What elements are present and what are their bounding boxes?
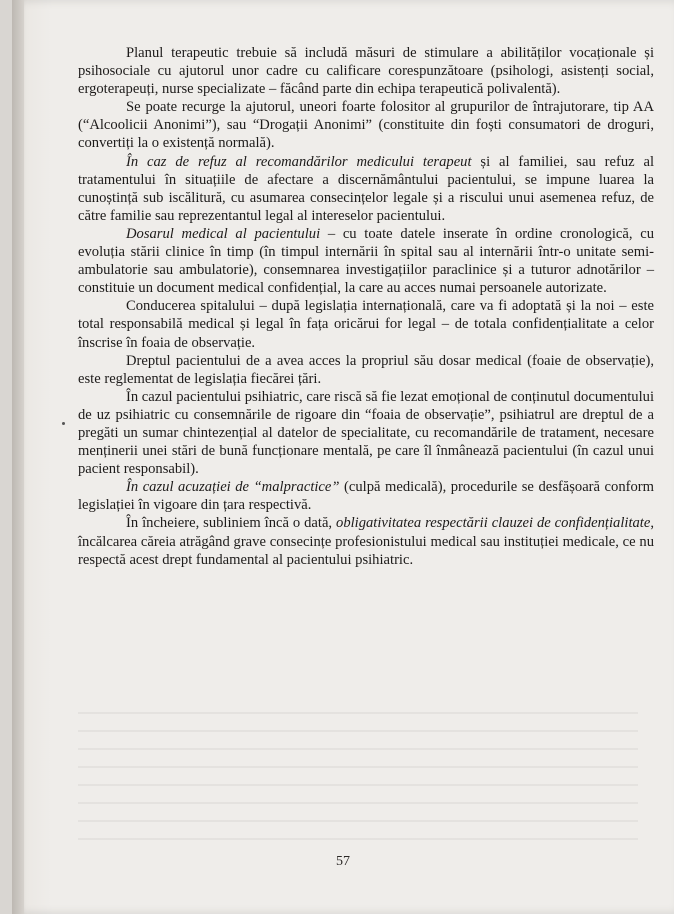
text-run: , încălcarea căreia atrăgând grave consecințe profesionistului medical sau instituției medicale, ce nu respectă acest drept fundamental al pacientului psihiatric. xyxy=(78,515,654,568)
body-text xyxy=(78,44,654,569)
page-number: 57 xyxy=(336,854,350,869)
text-run: și al familiei, sau refuz al tratamentului în situațiile de afectare a discernământului pacientului, se impune luarea la cunoștință sub iscălitură, cu asumarea consecințelor legale și a riscului unui asemenea refuz, de către familie sau reprezentantul legal al intereselor pacientului. xyxy=(78,153,654,224)
text-run: În cazul pacientului psihiatric, care riscă să fie lezat emoțional de conținutul documentului de uz psihiatric cu consemnările de rigoare din “foaia de observație”, psihiatrul are dreptul de a pregăti un sumar chintezențial al datelor de specialitate, cu recomandările de tratament, necesare menținerii unei stări de bună funcționare mentală, pe care îl înmânează pacientului (în cazul unui pacient responsabil). xyxy=(78,388,655,478)
book-page xyxy=(12,0,674,914)
text-run: (culpă medicală), procedurile se desfășoară conform legislației în vigoare din țara respectivă. xyxy=(78,479,654,514)
paragraph xyxy=(78,352,654,388)
paragraph xyxy=(78,514,654,568)
paragraph xyxy=(78,225,654,297)
italic-text-run: obligativitatea respectării clauzei de confidențialitate xyxy=(336,515,651,532)
page-binding-shadow xyxy=(12,0,24,914)
paragraph xyxy=(78,98,654,152)
paragraph xyxy=(78,153,654,225)
paragraph xyxy=(78,478,654,514)
text-run: Conducerea spitalului – după legislația internațională, care va fi adoptată și la noi – este total responsabilă medical și legal în fața oricărui for legal – de totala confidențialitate a celor înscrise în foaia de observație. xyxy=(78,298,654,351)
paragraph xyxy=(78,44,654,98)
italic-text-run: Dosarul medical al pacientului xyxy=(126,225,321,242)
paragraph xyxy=(78,297,654,351)
text-run: Dreptul pacientului de a avea acces la propriul său dosar medical (foaie de observație), este reglementat de legislația fiecărei țări. xyxy=(78,352,654,387)
text-run: Se poate recurge la ajutorul, uneori foarte folositor al grupurilor de întrajutorare, tip AA (“Alcoolicii Anonimi”), sau “Drogații Anonimi” (constituite din foști consumatori de droguri, convertiți la o existență normală). xyxy=(78,99,654,152)
text-run: – cu toate datele inserate în ordine cronologică, cu evoluția stării clinice în timp (în timpul internării în spital sau al internării într-o unitate semi-ambulatorie sau ambulatorie), consemnarea investigațiilor paraclinice și a tuturor adnotărilor – constituie un document medical confidențial, la care au acces numai persoanele autorizate. xyxy=(78,225,654,297)
text-run: În încheiere, subliniem încă o dată, xyxy=(126,515,337,532)
text-run: Planul terapeutic trebuie să includă măsuri de stimulare a abilităților vocaționale și psihosociale cu ajutorul unor cadre cu calificare corespunzătoare (psihologi, asistenți social, ergoterapeuți, nurse specializate – făcând parte din echipa terapeutică polivalentă). xyxy=(78,45,654,98)
paragraph xyxy=(78,388,654,478)
italic-text-run: În caz de refuz al recomandărilor medicului terapeut xyxy=(126,153,472,170)
margin-mark xyxy=(62,422,65,425)
show-through-text xyxy=(78,712,638,842)
italic-text-run: În cazul acuzației de “malpractice” xyxy=(126,479,340,496)
